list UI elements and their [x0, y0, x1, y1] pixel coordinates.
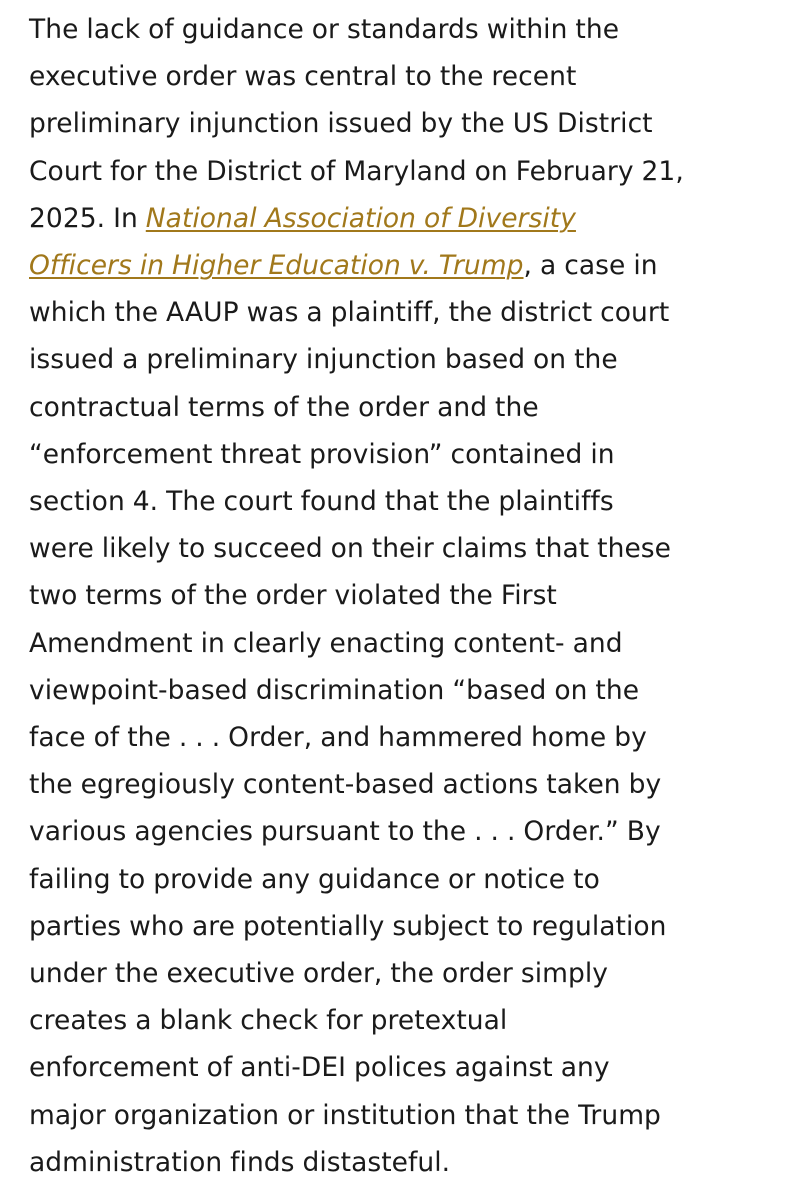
text-line: The lack of guidance or standards within the [29, 14, 620, 45]
text-line: face of the . . . Order, and hammered home by [29, 722, 647, 754]
text-line: preliminary injunction issued by the US District [29, 108, 653, 140]
text-line: Court for the District of Maryland on February 21, [29, 155, 684, 187]
text-line: executive order was central to the recent [29, 61, 577, 93]
case-link[interactable]: National Association of Diversity [145, 202, 576, 234]
text-line: various agencies pursuant to the . . . Order.” By [29, 816, 661, 848]
text-line [29, 195, 759, 242]
text-line: contractual terms of the order and the [29, 391, 539, 423]
article-body [29, 6, 759, 1186]
text-line: two terms of the order violated the First [29, 580, 557, 612]
text-line: major organization or institution that the Trump [29, 1099, 661, 1131]
text-line: Amendment in clearly enacting content- and [29, 627, 623, 659]
paragraph [29, 6, 759, 1186]
text-line: were likely to succeed on their claims that these [29, 533, 672, 565]
text-segment: , a case in [523, 250, 658, 282]
case-link-continued[interactable]: Officers in Higher Education v. Trump [29, 250, 524, 282]
text-line: enforcement of anti-DEI polices against any [29, 1052, 610, 1084]
text-line: issued a preliminary injunction based on the [29, 344, 618, 376]
text-line: which the AAUP was a plaintiff, the district court [29, 297, 670, 329]
text-line: administration finds distasteful. [29, 1146, 451, 1178]
text-segment: 2025. In [29, 202, 146, 234]
text-line: section 4. The court found that the plaintiffs [29, 486, 614, 518]
text-line: under the executive order, the order simply [29, 958, 608, 990]
text-line: failing to provide any guidance or notice to [29, 863, 600, 895]
text-line: “enforcement threat provision” contained in [29, 438, 615, 470]
text-line: the egregiously content-based actions taken by [29, 769, 662, 801]
text-line [29, 242, 759, 289]
text-line: parties who are potentially subject to regulation [29, 910, 667, 942]
text-line: viewpoint-based discrimination “based on the [29, 674, 640, 706]
text-line: creates a blank check for pretextual [29, 1005, 508, 1037]
